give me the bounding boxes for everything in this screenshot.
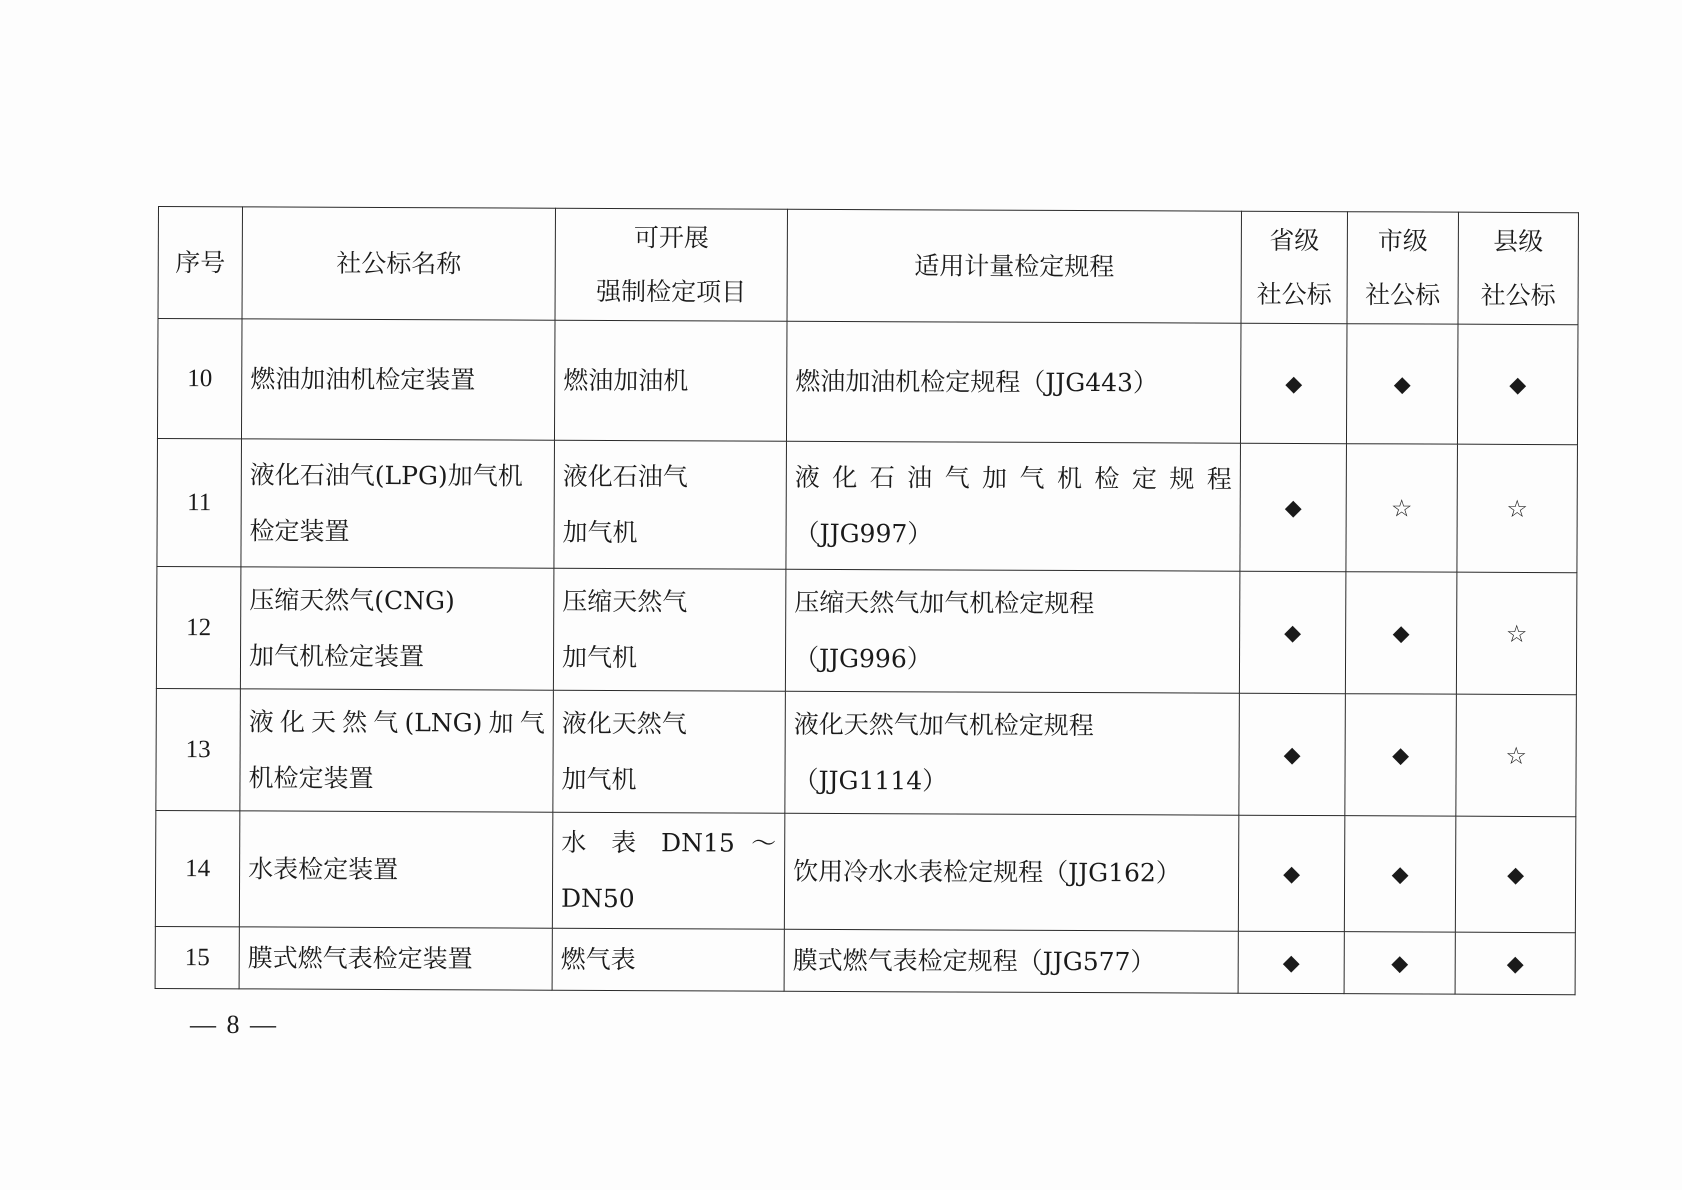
cell-province xyxy=(1239,571,1346,693)
cell-city xyxy=(1345,694,1457,816)
table-row xyxy=(157,438,1578,572)
diamond-mark-icon: ◆ xyxy=(1506,951,1524,977)
cell-seq: 14 xyxy=(155,810,240,926)
cell-seq: 15 xyxy=(155,926,239,988)
table-row xyxy=(157,319,1578,445)
diamond-mark-icon: ◆ xyxy=(1283,742,1301,768)
cell-city xyxy=(1346,324,1458,444)
cell-city xyxy=(1346,444,1458,572)
cell-province xyxy=(1239,693,1346,815)
cell-name: 压缩天然气(CNG) 加气机检定装置 xyxy=(240,567,554,690)
diamond-mark-icon: ◆ xyxy=(1509,372,1527,398)
diamond-mark-icon: ◆ xyxy=(1393,371,1411,397)
cell-seq: 10 xyxy=(157,319,242,439)
header-seq: 序号 xyxy=(158,207,242,319)
cell-county xyxy=(1455,932,1575,995)
diamond-mark-icon: ◆ xyxy=(1392,620,1410,646)
diamond-mark-icon: ◆ xyxy=(1282,950,1300,976)
star-outline-icon: ☆ xyxy=(1506,494,1529,523)
header-name: 社公标名称 xyxy=(242,207,555,320)
cell-items: 液化石油气 加气机 xyxy=(554,440,787,569)
star-outline-icon: ☆ xyxy=(1390,493,1413,522)
cell-city xyxy=(1344,932,1455,994)
cell-regulation: 膜式燃气表检定规程（JJG577） xyxy=(784,929,1238,993)
cell-province xyxy=(1238,815,1345,931)
table-row xyxy=(156,566,1577,694)
cell-province xyxy=(1238,931,1344,993)
cell-city xyxy=(1344,816,1456,932)
diamond-mark-icon: ◆ xyxy=(1507,862,1525,888)
cell-name: 膜式燃气表检定装置 xyxy=(239,927,552,990)
header-regulation: 适用计量检定规程 xyxy=(787,209,1241,323)
cell-items: 液化天然气 加气机 xyxy=(553,690,786,813)
cell-seq: 13 xyxy=(156,688,241,810)
table-row xyxy=(156,688,1577,816)
table-row xyxy=(155,926,1575,994)
cell-county xyxy=(1456,694,1577,817)
diamond-mark-icon: ◆ xyxy=(1391,861,1409,887)
diamond-mark-icon: ◆ xyxy=(1284,620,1302,646)
cell-regulation: 压缩天然气加气机检定规程 （JJG996） xyxy=(785,569,1240,693)
cell-county xyxy=(1457,444,1578,573)
cell-regulation: 饮用冷水水表检定规程（JJG162） xyxy=(784,813,1239,931)
diamond-mark-icon: ◆ xyxy=(1285,371,1303,397)
cell-name: 水表检定装置 xyxy=(239,811,553,928)
cell-regulation: 液化天然气加气机检定规程 （JJG1114） xyxy=(785,691,1240,815)
cell-province xyxy=(1240,323,1347,443)
cell-name: 燃油加油机检定装置 xyxy=(241,319,555,440)
diamond-mark-icon: ◆ xyxy=(1283,861,1301,887)
header-county: 县级 社公标 xyxy=(1458,212,1578,325)
cell-items: 水 表 DN15 ～ DN50 xyxy=(552,812,785,929)
star-outline-icon: ☆ xyxy=(1505,741,1527,770)
cell-county xyxy=(1457,324,1578,445)
cell-seq: 11 xyxy=(157,438,242,566)
diamond-mark-icon: ◆ xyxy=(1284,495,1302,521)
cell-items: 燃气表 xyxy=(552,928,784,991)
standards-table xyxy=(155,206,1579,995)
diamond-mark-icon: ◆ xyxy=(1392,742,1410,768)
cell-name: 液化石油气(LPG)加气机 检定装置 xyxy=(241,439,555,568)
cell-county xyxy=(1456,572,1577,695)
cell-province xyxy=(1240,443,1347,571)
diamond-mark-icon: ◆ xyxy=(1391,950,1409,976)
cell-items: 压缩天然气 加气机 xyxy=(553,568,786,691)
header-city: 市级 社公标 xyxy=(1347,212,1458,324)
cell-regulation: 燃油加油机检定规程（JJG443） xyxy=(786,321,1241,443)
cell-seq: 12 xyxy=(156,566,241,688)
table-row xyxy=(155,810,1575,932)
cell-city xyxy=(1345,572,1457,694)
header-items: 可开展 强制检定项目 xyxy=(555,208,787,321)
cell-items: 燃油加油机 xyxy=(554,320,787,441)
star-outline-icon: ☆ xyxy=(1505,619,1528,648)
page-number: — 8 — xyxy=(190,1010,278,1039)
header-province: 省级 社公标 xyxy=(1241,211,1347,323)
cell-regulation: 液化石油气加气机检定规程 （JJG997） xyxy=(786,441,1241,571)
cell-county xyxy=(1455,816,1576,933)
cell-name: 液化天然气(LNG)加气 机检定装置 xyxy=(240,689,554,812)
table-header-row xyxy=(158,207,1578,325)
